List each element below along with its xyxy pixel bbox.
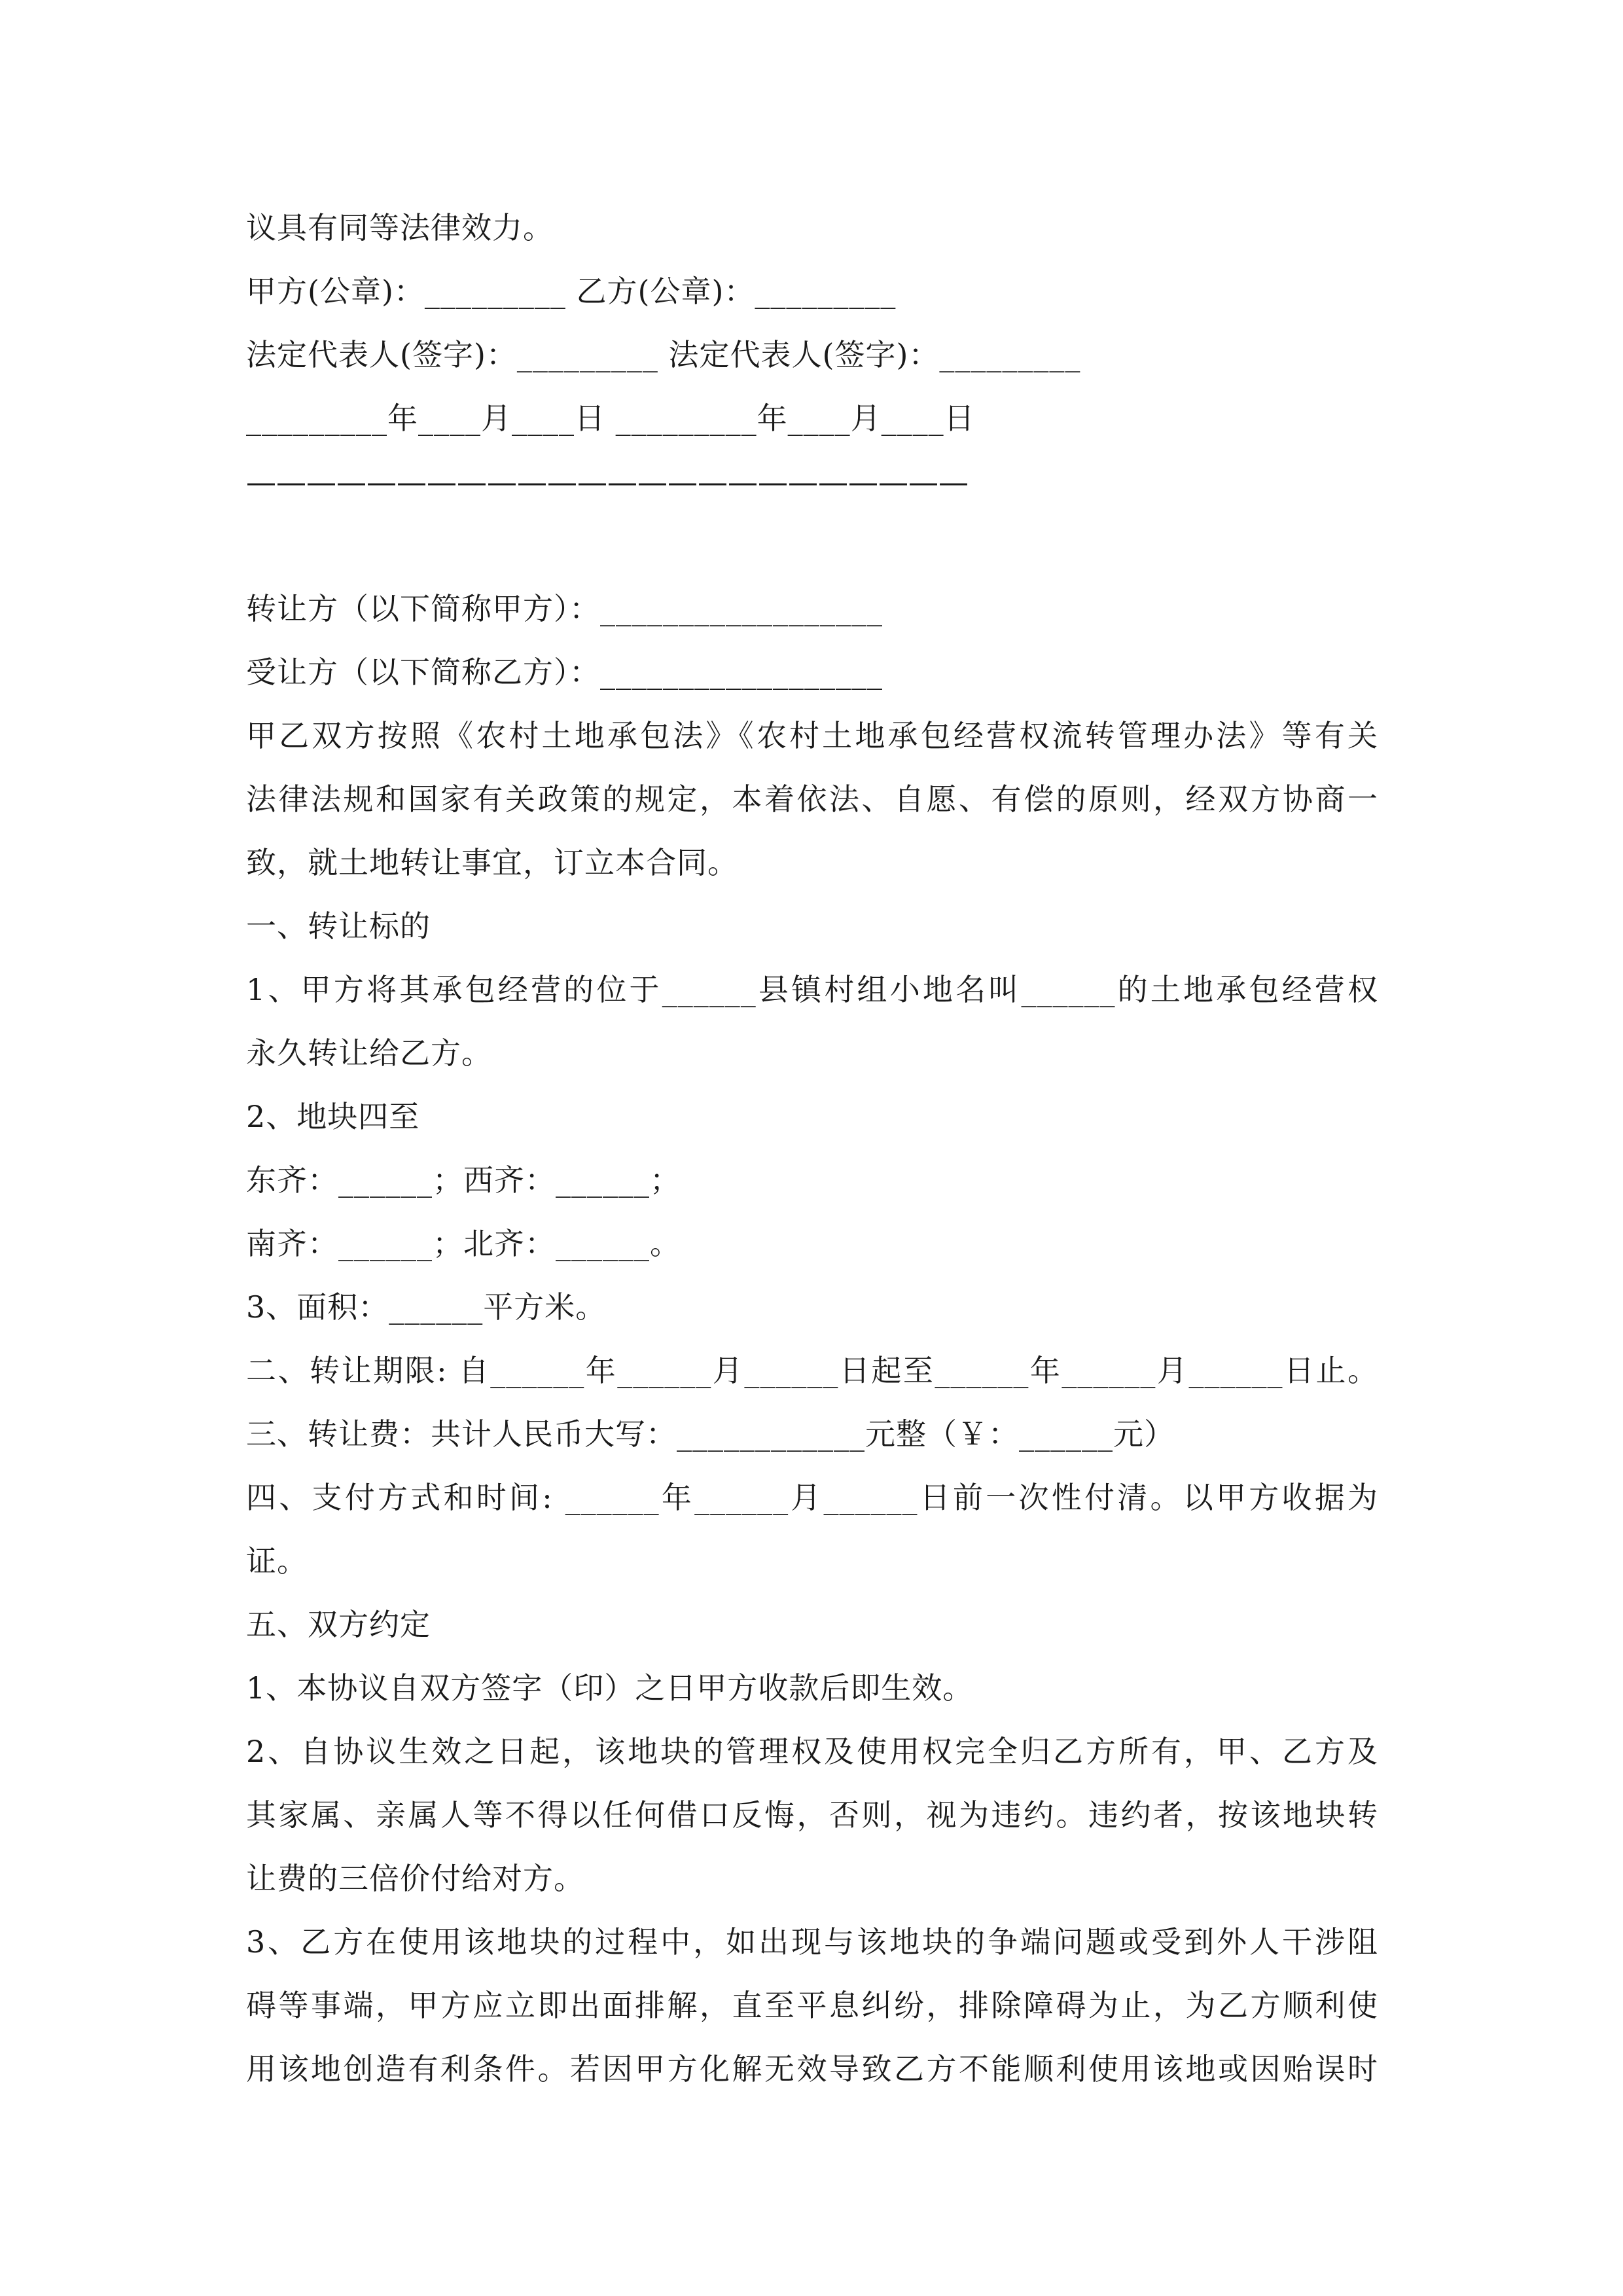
transfer-fee-line: 三、转让费：共计人民币大写：____________元整（￥：______元） (246, 1416, 1175, 1452)
clause-1-1-line-1: 1、甲方将其承包经营的位于______县镇村组小地名叫______的土地承包经营权 (246, 972, 1378, 1007)
preamble-line-1: 甲乙双方按照《农村土地承包法》《农村土地承包经营权流转管理办法》等有关 (246, 718, 1378, 753)
transfer-period-line: 二、转让期限: 自______年______月______日起至______年______月______日止。 (246, 1353, 1378, 1388)
transferor-line: 转让方（以下简称甲方）：__________________ (246, 591, 883, 626)
clause-5-2-line-1: 2、自协议生效之日起，该地块的管理权及使用权完全归乙方所有，甲、乙方及 (246, 1734, 1378, 1769)
clause-5-3-line-1: 3、乙方在使用该地块的过程中，如出现与该地块的争端问题或受到外人干涉阻 (246, 1924, 1378, 1960)
blank-spacer (246, 514, 1378, 577)
document-page (246, 196, 1378, 2101)
boundary-south-north: 南齐：______；北齐：______。 (246, 1226, 681, 1261)
clause-1-2-heading: 2、地块四至 (246, 1099, 420, 1134)
clause-5-3-line-3: 用该地创造有利条件。若因甲方化解无效导致乙方不能顺利使用该地或因贻误时 (246, 2051, 1378, 2087)
signature-seal-line: 甲方(公章)：_________ 乙方(公章)：_________ (246, 274, 897, 309)
clause-5-3-line-2: 碍等事端，甲方应立即出面排解，直至平息纠纷，排除障碍为止，为乙方顺利使 (246, 1988, 1378, 2023)
signature-representative-line: 法定代表人(签字)：_________ 法定代表人(签字)：_________ (246, 337, 1081, 372)
payment-line-2: 证。 (246, 1543, 308, 1579)
signature-date-line: _________年____月____日 _________年____月____日 (246, 401, 975, 436)
section-divider: ———————————————————————— (246, 464, 969, 499)
clause-5-2-line-3: 让费的三倍价付给对方。 (246, 1861, 584, 1896)
preamble-line-3: 致，就土地转让事宜，订立本合同。 (246, 845, 738, 880)
payment-line-1: 四、支付方式和时间: ______年______月______日前一次性付清。以甲方收据为 (246, 1480, 1378, 1515)
section-heading-5: 五、双方约定 (246, 1607, 431, 1642)
transferee-line: 受让方（以下简称乙方）：__________________ (246, 655, 883, 690)
boundary-east-west: 东齐：______；西齐：______； (246, 1162, 681, 1198)
section-heading-1: 一、转让标的 (246, 908, 431, 944)
preamble-line-2: 法律法规和国家有关政策的规定，本着依法、自愿、有偿的原则，经双方协商一 (246, 781, 1378, 817)
clause-5-1: 1、本协议自双方签字（印）之日甲方收款后即生效。 (246, 1670, 974, 1706)
text-line-1: 议具有同等法律效力。 (246, 210, 554, 245)
clause-1-1-line-2: 永久转让给乙方。 (246, 1035, 492, 1071)
area-line: 3、面积：______平方米。 (246, 1289, 607, 1325)
clause-5-2-line-2: 其家属、亲属人等不得以任何借口反悔，否则，视为违约。违约者，按该地块转 (246, 1797, 1378, 1833)
